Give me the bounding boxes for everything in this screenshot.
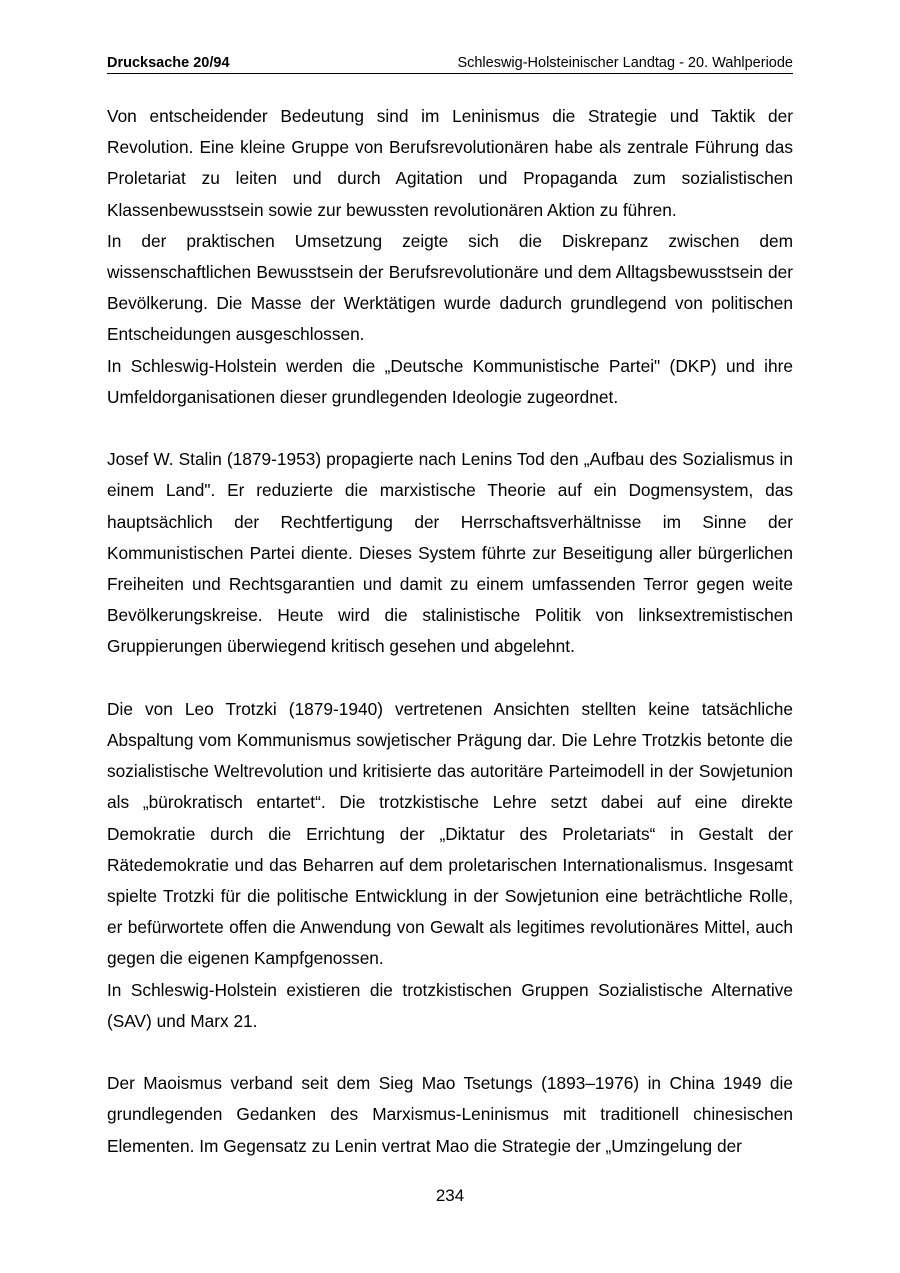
paragraph-trotzkist-groups: In Schleswig-Holstein existieren die trotzkistischen Gruppen Sozialistische Alternative (SAV) und Marx 21. [107,979,793,1031]
page-number: 234 [435,1186,465,1205]
paragraph-implementation: In der praktischen Umsetzung zeigte sich die Diskrepanz zwischen dem wissenschaftlichen Bewusstsein der Berufsrevolutionäre und dem Alltagsbewusstsein der Bevölkerung. Die Masse der Werktätigen wurde dadurch grundlegend von politischen Entscheidungen ausgeschlossen. [107,230,793,345]
paragraph-trotzki: Die von Leo Trotzki (1879-1940) vertretenen Ansichten stellten keine tatsächliche Abspaltung vom Kommunismus sowjetischer Prägung dar. Die Lehre Trotzkis betonte die sozialistische Weltrevolution und kritisierte das autoritäre Parteimodell in der Sowjetunion als „bürokratisch entartet“. Die trotzkistische Lehre setzt dabei auf eine direkte Demokratie durch die Errichtung der „Diktatur des Proletariats“ in Gestalt der Rätedemokratie und das Beharren auf dem proletarischen Internationalismus. Insgesamt spielte Trotzki für die politische Entwicklung in der Sowjetunion eine beträchtliche Rolle, er befürwortete offen die Anwendung von Gewalt als legitimes revolutionäres Mittel, auch gegen die eigenen Kampfgenossen. [107,698,793,969]
document-body [107,101,793,1162]
page-header [107,53,793,74]
paragraph-dkp: In Schleswig-Holstein werden die „Deutsche Kommunistische Partei" (DKP) und ihre Umfeldorganisationen dieser grundlegenden Ideologie zugeordnet. [107,355,793,407]
paragraph-spacer [107,413,793,444]
document-number: Drucksache 20/94 [107,55,230,71]
paragraph-leninism: Von entscheidender Bedeutung sind im Leninismus die Strategie und Taktik der Revolution. Eine kleine Gruppe von Berufsrevolutionären habe als zentrale Führung das Proletariat zu leiten und durch Agitation und Propaganda zum sozialistischen Klassenbewusstsein sowie zur bewussten revolutionären Aktion zu führen. [107,106,793,220]
paragraph-maoism: Der Maoismus verband seit dem Sieg Mao Tsetungs (1893–1976) in China 1949 die grundlegenden Gedanken des Marxismus-Leninismus mit traditionell chinesischen Elementen. Im Gegensatz zu Lenin vertrat Mao die Strategie der „Umzingelung der [107,1073,793,1156]
paragraph-spacer [107,663,793,694]
parliament-title: Schleswig-Holsteinischer Landtag - 20. Wahlperiode [457,55,793,71]
paragraph-spacer [107,1037,793,1068]
paragraph-stalin: Josef W. Stalin (1879-1953) propagierte nach Lenins Tod den „Aufbau des Sozialismus in einem Land". Er reduzierte die marxistische Theorie auf ein Dogmensystem, das hauptsächlich der Rechtfertigung der Herrschaftsverhältnisse im Sinne der Kommunistischen Partei diente. Dieses System führte zur Beseitigung aller bürgerlichen Freiheiten und Rechtsgarantien und damit zu einem umfassenden Terror gegen weite Bevölkerungskreise. Heute wird die stalinistische Politik von linksextremistischen Gruppierungen überwiegend kritisch gesehen und abgelehnt. [107,449,793,657]
